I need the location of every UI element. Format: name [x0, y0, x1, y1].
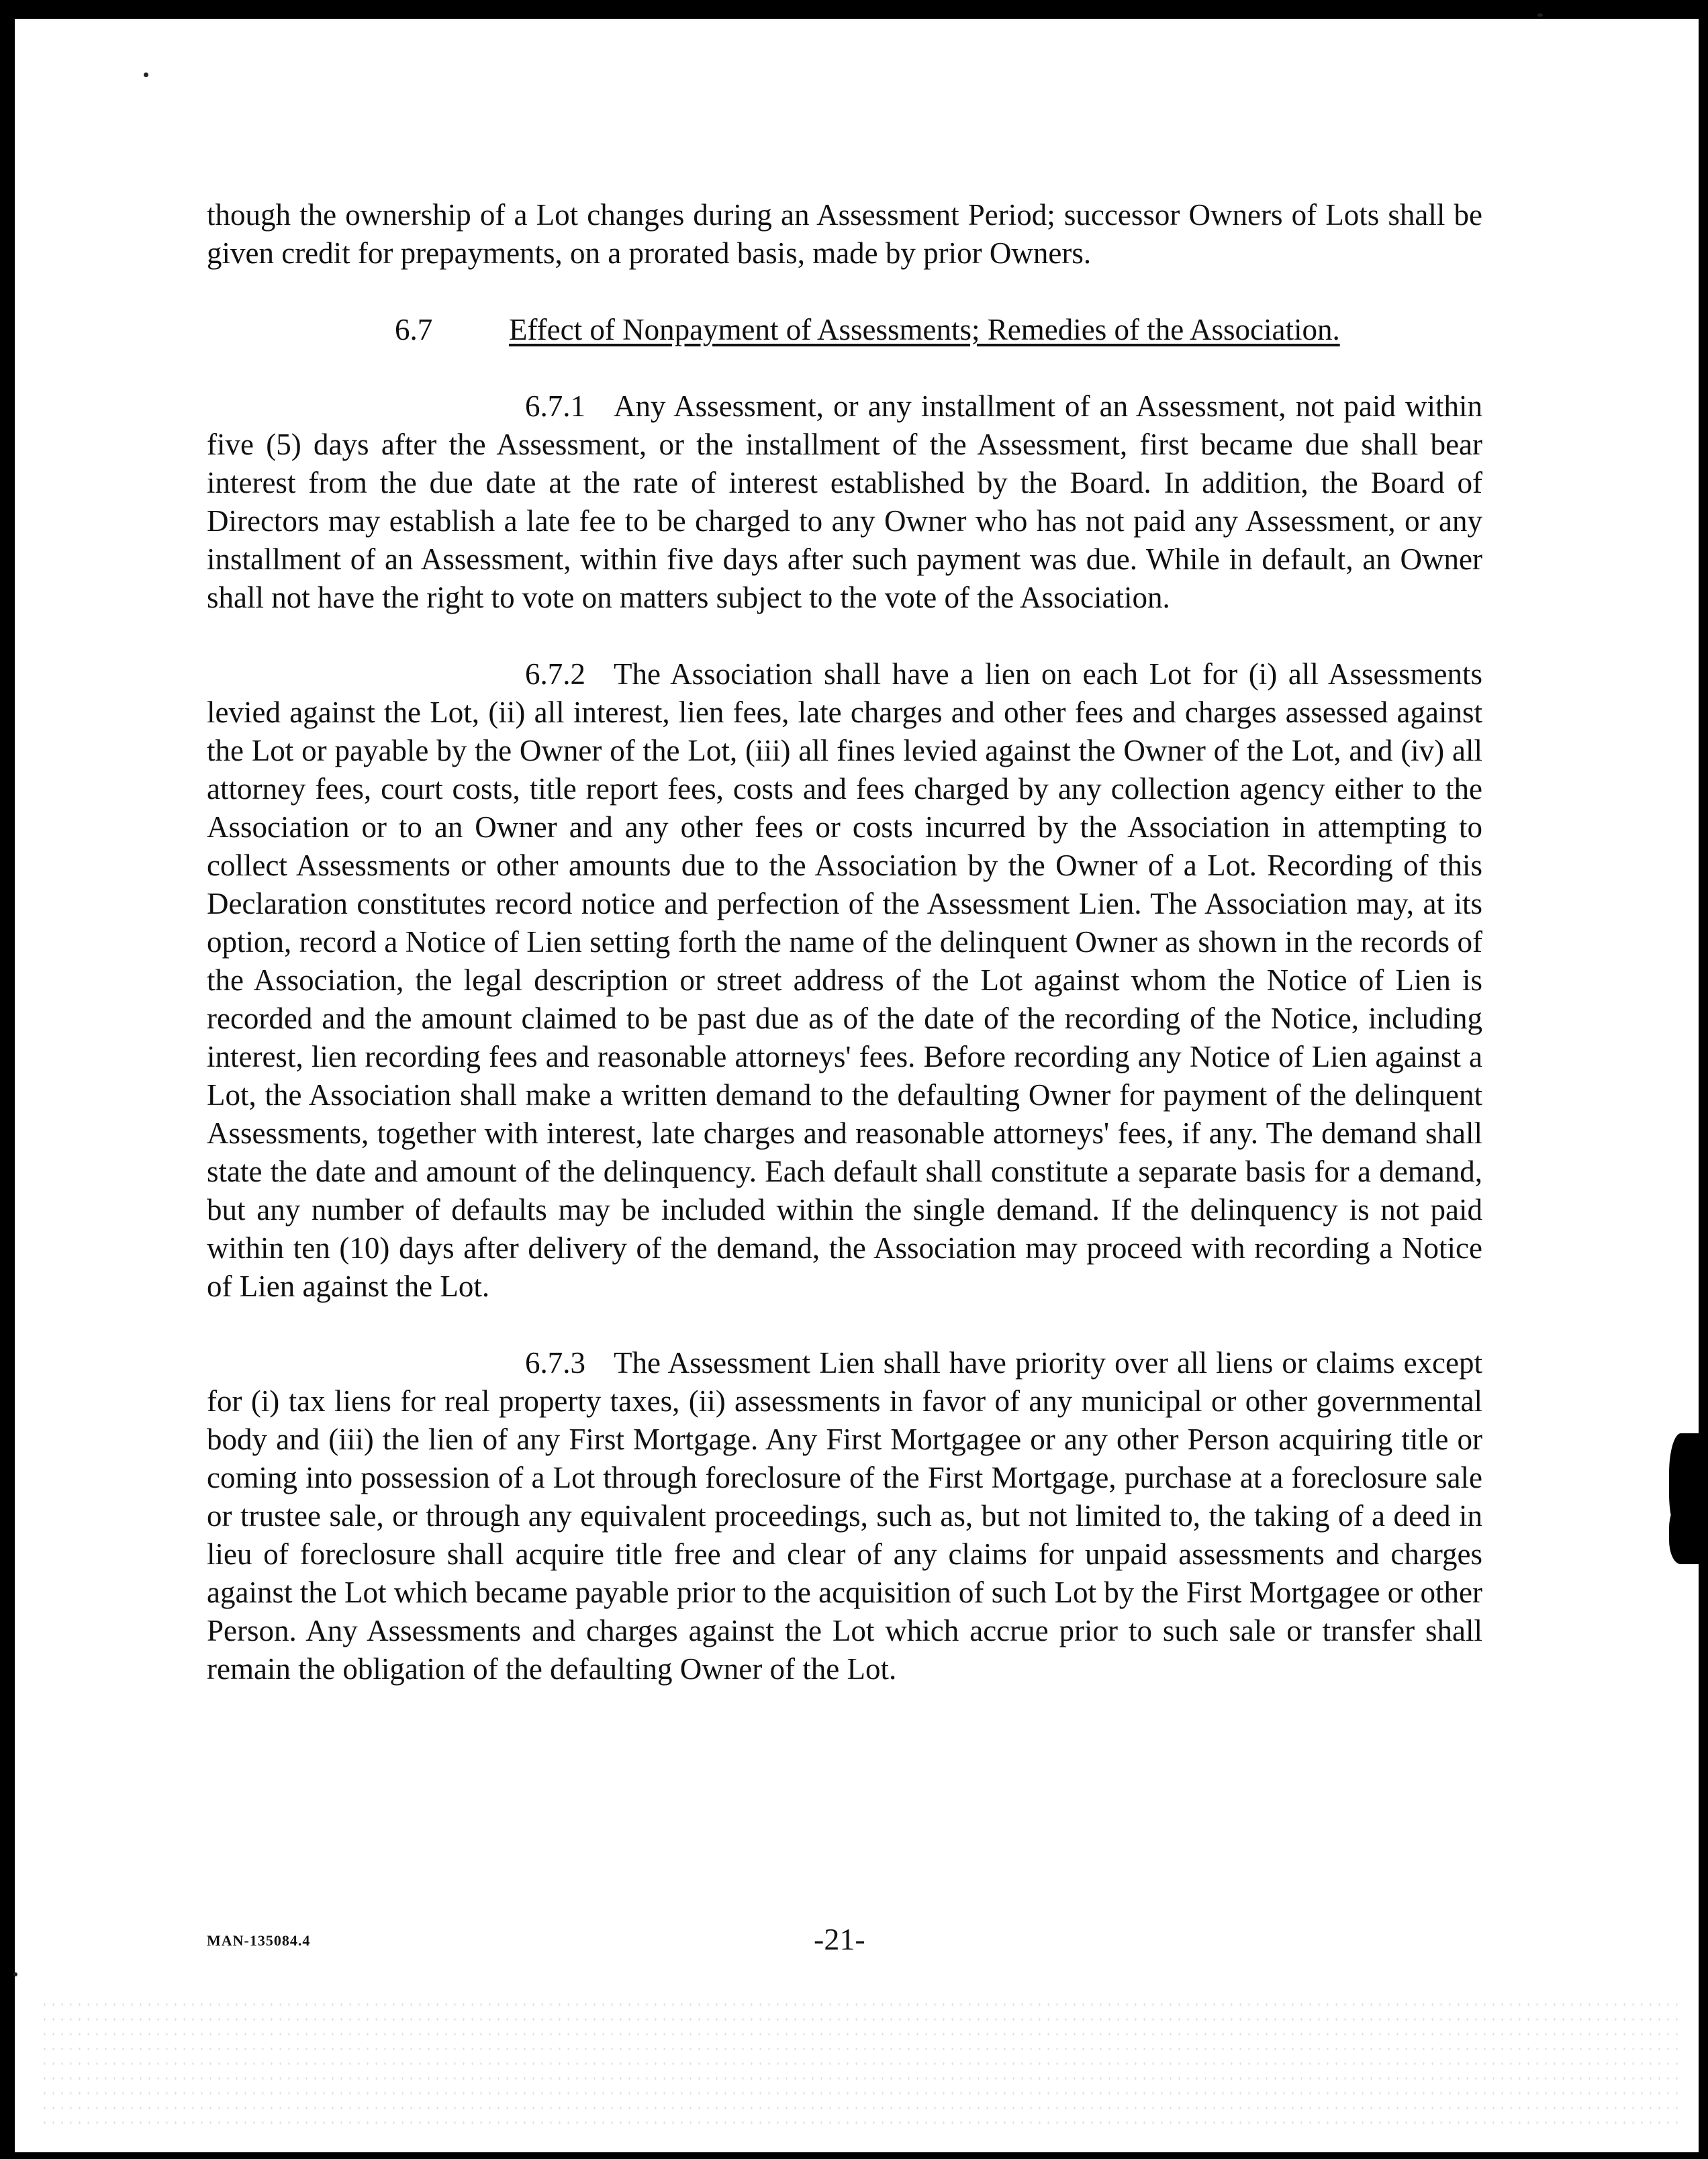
scan-speck [1537, 13, 1543, 17]
subsection-6-7-3 [207, 1344, 1482, 1688]
subsection-number: 6.7.1 [525, 389, 585, 423]
section-number: 6.7 [395, 313, 433, 346]
subsection-text: The Association shall have a lien on each Lot for (i) all Assessments levied against the Lot, (ii) all interest, lien fees, late charges and other fees and charges assessed against the Lot or payable by the Owner of the Lot, (iii) all fines levied against the Owner of the Lot, and (iv) all attorney fees, court costs, title report fees, costs and fees charged by any collection agency either to the Association or to an Owner and any other fees or costs incurred by the Association in attempting to collect Assessments or other amounts due to the Association by the Owner of a Lot. Recording of this Declaration constitutes record notice and perfection of the Assessment Lien. The Association may, at its option, record a Notice of Lien setting forth the name of the delinquent Owner as shown in the records of the Association, the legal description or street address of the Lot against whom the Notice of Lien is recorded and the amount claimed to be past due as of the date of the recording of the Notice, including interest, lien recording fees and reasonable attorneys' fees. Before recording any Notice of Lien against a Lot, the Association shall make a written demand to the defaulting Owner for payment of the delinquent Assessments, together with interest, late charges and reasonable attorneys' fees, if any. The demand shall state the date and amount of the delinquency. Each default shall constitute a separate basis for a demand, but any number of defaults may be included within the single demand. If the delinquency is not paid within ten (10) days after delivery of the demand, the Association may proceed with recording a Notice of Lien against the Lot. [207, 657, 1482, 1303]
subsection-number: 6.7.3 [525, 1346, 585, 1380]
subsection-6-7-1 [207, 387, 1482, 617]
scan-noise [40, 1997, 1678, 2131]
scan-border-bottom [0, 2152, 1708, 2159]
document-body [207, 196, 1482, 1688]
section-heading [207, 311, 1482, 349]
subsection-number: 6.7.2 [525, 657, 585, 691]
page-number: -21- [814, 1922, 865, 1956]
scan-border-top [0, 0, 1708, 19]
intro-paragraph: though the ownership of a Lot changes during an Assessment Period; successor Owners of Lots shall be given credit for prepayments, on a prorated basis, made by prior Owners. [207, 198, 1482, 270]
subsection-text: The Assessment Lien shall have priority over all liens or claims except for (i) tax liens for real property taxes, (ii) assessments in favor of any municipal or other governmental body and (iii) the lien of any First Mortgage. Any First Mortgagee or any other Person acquiring title or coming into possession of a Lot through foreclosure of the First Mortgage, purchase at a foreclosure sale or trustee sale, or through any equivalent proceedings, such as, but not limited to, the taking of a deed in lieu of foreclosure shall acquire title free and clear of any claims for unpaid assessments and charges against the Lot which became payable prior to the acquisition of such Lot by the First Mortgagee or other Person. Any Assessments and charges against the Lot which accrue prior to such sale or transfer shall remain the obligation of the defaulting Owner of the Lot. [207, 1346, 1482, 1686]
scan-speck [144, 73, 148, 77]
subsection-6-7-2 [207, 655, 1482, 1306]
section-title: Effect of Nonpayment of Assessments; Remedies of the Association. [509, 313, 1340, 346]
scan-border-left [0, 0, 15, 2159]
scan-border-right [1699, 0, 1708, 2159]
scan-speck [13, 1972, 17, 1976]
scan-edge-mark [1669, 1504, 1699, 1564]
document-id: MAN-135084.4 [207, 1932, 311, 1949]
subsection-text: Any Assessment, or any installment of an Assessment, not paid within five (5) days after the Assessment, or the installment of the Assessment, first became due shall bear interest from the due date at the rate of interest established by the Board. In addition, the Board of Directors may establish a late fee to be charged to any Owner who has not paid any Assessment, or any installment of an Assessment, within five days after such payment was due. While in default, an Owner shall not have the right to vote on matters subject to the vote of the Association. [207, 389, 1482, 614]
